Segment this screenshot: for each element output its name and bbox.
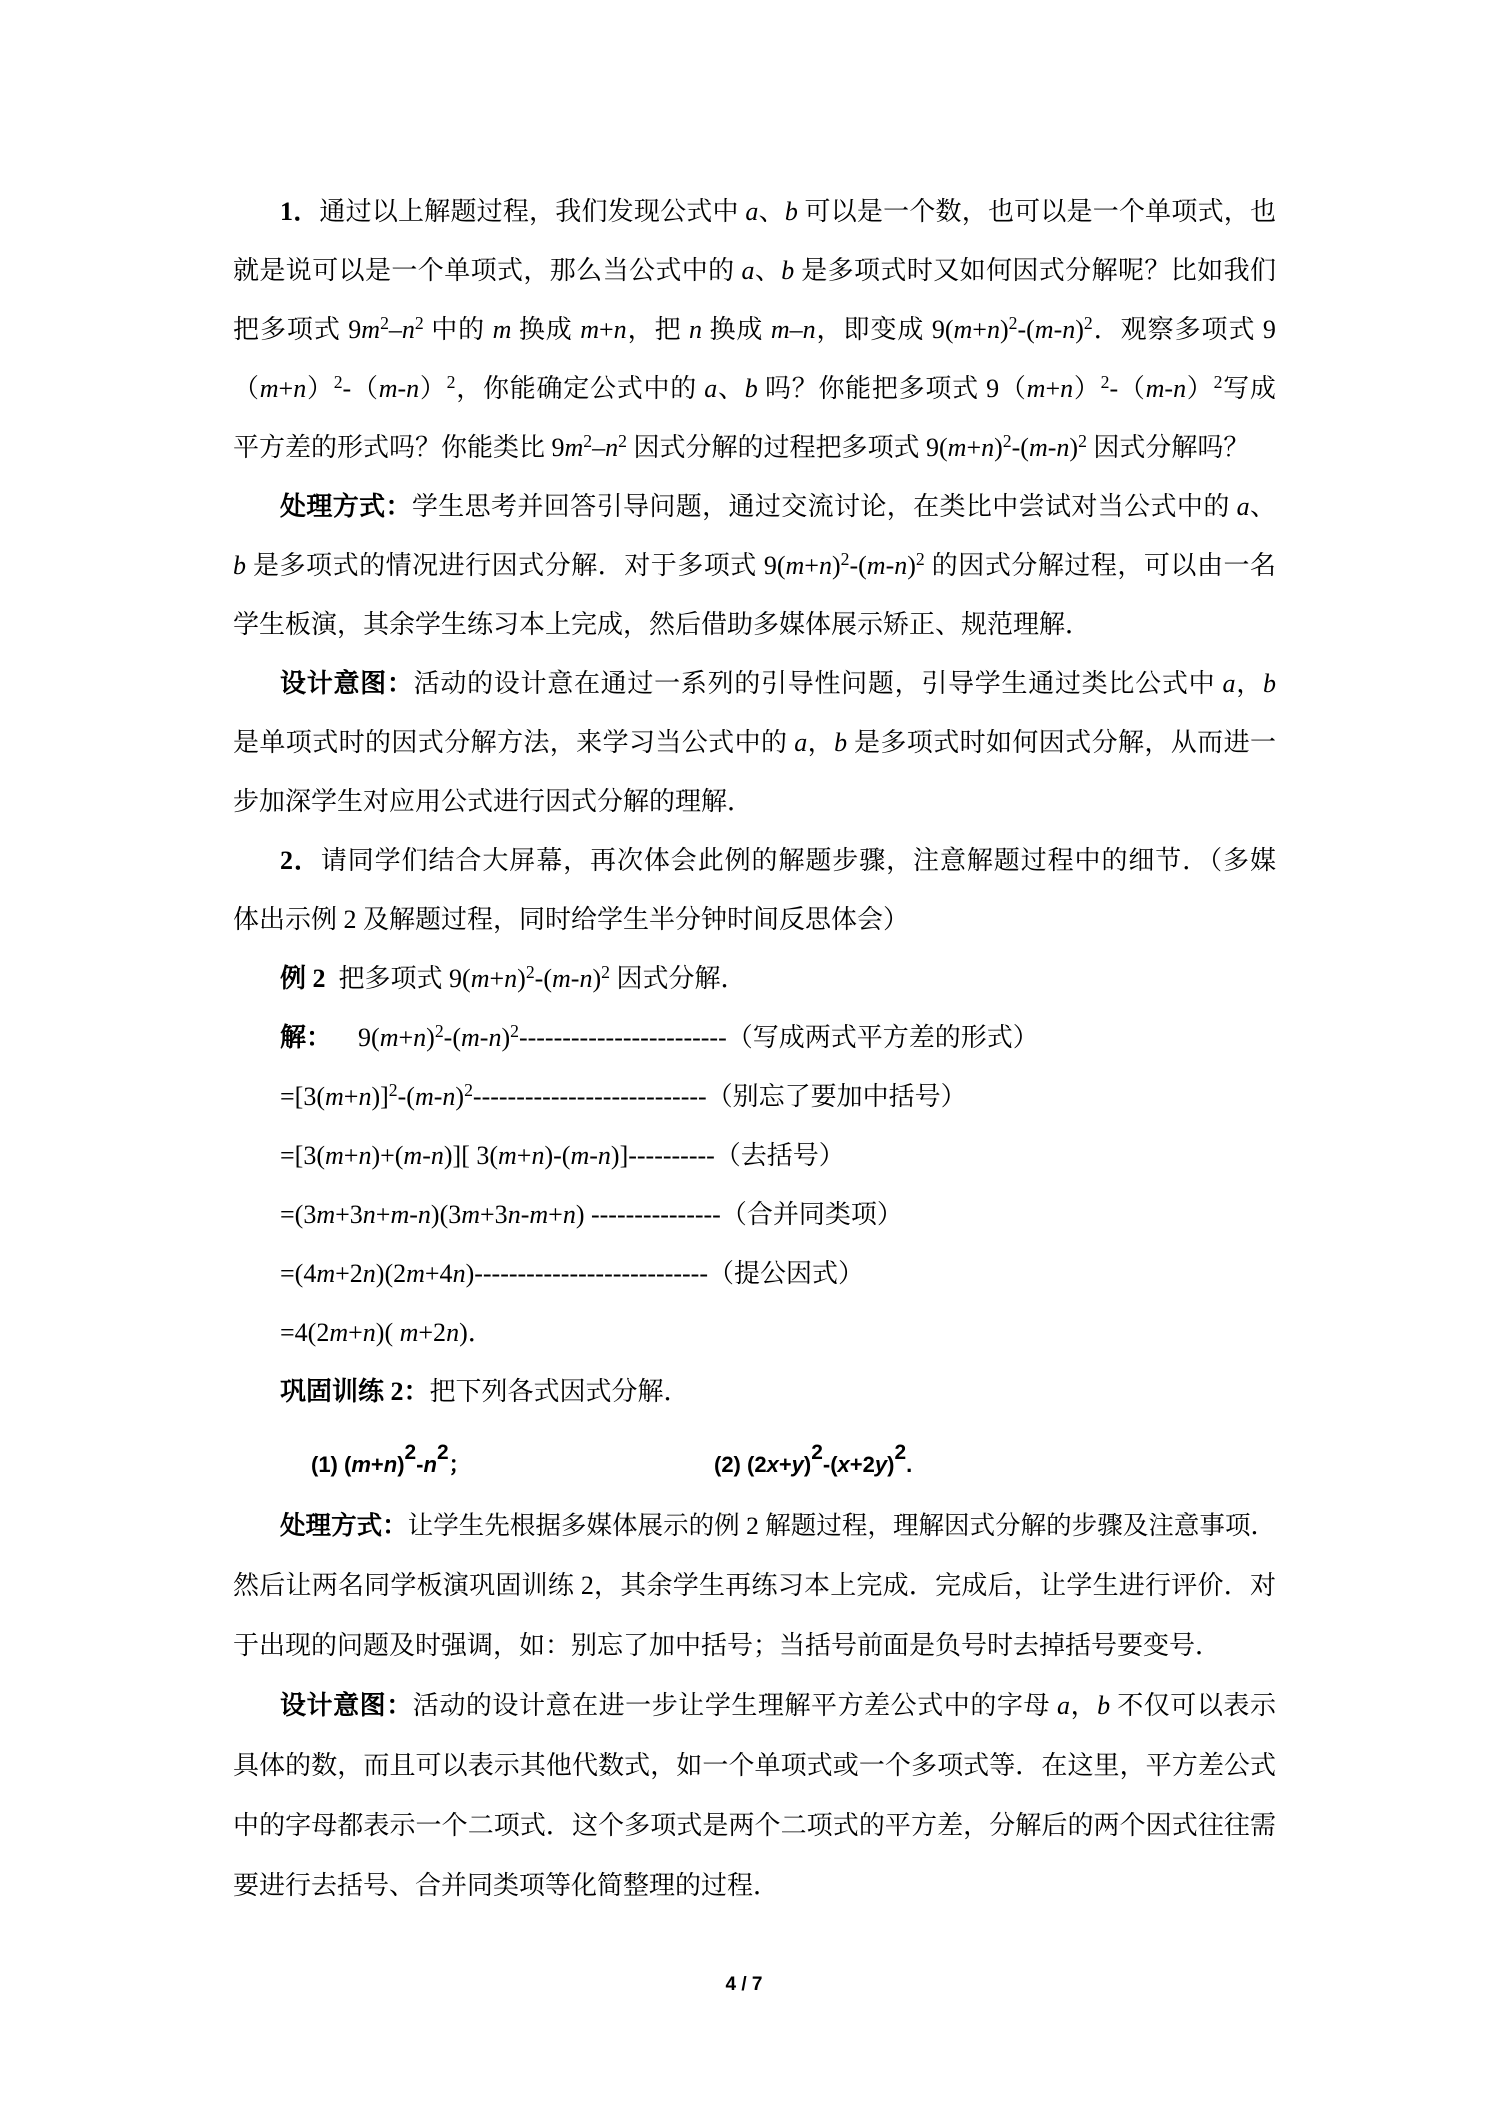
math-variable: n — [362, 1200, 376, 1229]
example-2-solution — [233, 1008, 1276, 1362]
math-variable: m — [324, 1082, 344, 1111]
text-run: . — [906, 1452, 913, 1477]
math-variable: n — [488, 1023, 502, 1052]
processing-method-1-paragraph — [233, 477, 1276, 654]
math-variable: b — [1097, 1691, 1111, 1720]
text-run: + — [278, 374, 294, 403]
superscript: 2 — [894, 1441, 907, 1465]
text-run: - — [1053, 315, 1063, 344]
math-variable: m — [460, 1023, 480, 1052]
solution-step — [233, 1185, 1276, 1244]
text-run: +2 — [418, 1318, 447, 1347]
math-variable: m — [570, 1141, 590, 1170]
text-run: 中的 — [423, 315, 493, 344]
text-run: 9( — [332, 1023, 380, 1052]
text-run: )+( — [371, 1141, 404, 1170]
math-variable: x — [837, 1452, 850, 1477]
math-variable: n — [423, 1452, 437, 1477]
text-run: 可以是一个数，也可以是一个单项式，也 — [797, 197, 1276, 226]
text-run: - — [397, 374, 407, 403]
question-2-line — [233, 831, 1276, 890]
text-run: 因式分解的过程把多项式 9( — [626, 433, 948, 462]
math-variable: n — [417, 1200, 431, 1229]
text-run: 因式分解． — [609, 964, 747, 993]
design-intent-2-line — [233, 1676, 1276, 1736]
superscript: 2 — [811, 1441, 823, 1465]
solution-step — [233, 1067, 1276, 1126]
text-run: + — [804, 551, 819, 580]
bold-label: 例 2 — [280, 964, 326, 993]
text-run: 然后让两名同学板演巩固训练 2，其余学生再练习本上完成．完成后，让学生进行评价．对 — [233, 1571, 1276, 1600]
math-variable: n — [1062, 315, 1076, 344]
solution-step — [233, 1303, 1276, 1362]
question-1-line — [233, 241, 1276, 300]
text-run: + — [375, 1200, 391, 1229]
superscript: 2 — [1002, 431, 1012, 452]
text-run: +3 — [480, 1200, 508, 1229]
text-run: + — [1045, 374, 1061, 403]
bold-label: 处理方式： — [280, 1511, 408, 1540]
text-run: ） — [419, 374, 447, 403]
math-variable: m — [866, 551, 886, 580]
text-run: 具体的数，而且可以表示其他代数式，如一个单项式或一个多项式等．在这里，平方差公式 — [233, 1751, 1276, 1780]
math-variable: m — [1026, 374, 1046, 403]
text-run: （ — [233, 374, 260, 403]
text-run: )-( — [544, 1141, 571, 1170]
text-run: 学生板演，其余学生练习本上完成，然后借助多媒体展示矫正、规范理解． — [233, 610, 1092, 639]
text-run: + — [370, 1452, 384, 1477]
math-variable: n — [293, 374, 307, 403]
math-variable: n — [383, 1452, 398, 1477]
text-run: - — [1047, 433, 1057, 462]
math-variable: a — [1236, 492, 1250, 521]
design-intent-1-line — [233, 772, 1276, 831]
superscript: 2 — [1213, 372, 1223, 393]
math-variable: m — [329, 1318, 349, 1347]
text-run: -( — [1011, 433, 1029, 462]
math-variable: m — [378, 374, 398, 403]
text-run: 要进行去括号、合并同类项等化简整理的过程． — [233, 1871, 780, 1900]
math-variable: m — [953, 315, 973, 344]
superscript: 2 — [1008, 313, 1018, 334]
text-run: – — [592, 433, 606, 462]
superscript: 2 — [414, 313, 424, 334]
text-run: + — [348, 1318, 363, 1347]
math-variable: n — [802, 315, 816, 344]
text-run: ， — [1070, 1691, 1098, 1720]
superscript: 2 — [601, 962, 610, 983]
math-variable: n — [981, 433, 995, 462]
text-run: )(3 — [430, 1200, 462, 1229]
text-run: - — [885, 551, 895, 580]
text-run: 、 — [754, 256, 782, 285]
superscript: 2 — [1078, 431, 1087, 452]
superscript: 2 — [436, 1441, 449, 1465]
text-run: )]----------（去括号） — [610, 1141, 845, 1170]
text-run: - — [422, 1141, 431, 1170]
text-run: (2) (2 — [714, 1452, 767, 1477]
text-run: -( — [534, 964, 552, 993]
text-run: ) — [426, 1023, 435, 1052]
math-variable: n — [452, 1259, 466, 1288]
math-variable: n — [362, 1318, 376, 1347]
text-run: 的因式分解过程，可以由一名 — [924, 551, 1276, 580]
text-run: 让学生先根据多媒体展示的例 2 解题过程，理解因式分解的步骤及注意事项． — [407, 1511, 1276, 1540]
math-variable: n — [562, 1200, 576, 1229]
text-run: =(3 — [280, 1200, 317, 1229]
text-run: 、 — [758, 197, 785, 226]
text-run: -（ — [1109, 374, 1146, 403]
text-run: 是多项式时如何因式分解，从而进一 — [847, 728, 1276, 757]
text-run: +2 — [335, 1259, 363, 1288]
text-run: )(2 — [375, 1259, 407, 1288]
design-intent-1-paragraph — [233, 654, 1276, 831]
math-variable: b — [233, 551, 246, 580]
text-run: =(4 — [280, 1259, 317, 1288]
text-run: - — [589, 1141, 598, 1170]
math-variable: m — [316, 1200, 336, 1229]
processing-method-1-line — [233, 477, 1276, 536]
math-variable: b — [784, 197, 798, 226]
bold-label: 1． — [280, 197, 320, 226]
text-run: + — [778, 1452, 792, 1477]
math-variable: b — [834, 728, 848, 757]
processing-method-2-line — [233, 1496, 1276, 1556]
math-variable: m — [379, 1023, 399, 1052]
text-run: - — [479, 1023, 489, 1052]
math-variable: b — [1262, 669, 1276, 698]
text-run: + — [966, 433, 982, 462]
math-variable: b — [781, 256, 795, 285]
math-variable: n — [430, 1141, 444, 1170]
text-run: - — [409, 1200, 418, 1229]
text-run: ------------------------（写成两式平方差的形式） — [518, 1023, 1039, 1052]
exercise-2-problem-2 — [714, 1440, 912, 1490]
text-run: 平方差的形式吗？你能类比 9 — [233, 433, 565, 462]
math-variable: m — [470, 964, 490, 993]
math-variable: a — [1057, 1691, 1071, 1720]
text-run: ，把 — [626, 315, 689, 344]
superscript: 2 — [510, 1021, 519, 1042]
text-run: 吗？你能把多项式 9（ — [757, 374, 1027, 403]
text-run: ) — [907, 551, 916, 580]
text-run: -( — [1017, 315, 1035, 344]
text-run: - — [570, 964, 580, 993]
superscript: 2 — [618, 431, 627, 452]
text-run: + — [598, 315, 614, 344]
math-variable: n — [504, 964, 518, 993]
design-intent-1-line — [233, 713, 1276, 772]
math-variable: n — [579, 964, 593, 993]
page-number: 4 / 7 — [725, 1974, 763, 1995]
text-run: -（ — [342, 374, 379, 403]
text-run: 通过以上解题过程，我们发现公式中 — [319, 197, 746, 226]
text-run: +3 — [335, 1200, 363, 1229]
text-run: 因式分解吗？ — [1086, 433, 1250, 462]
text-run: )] — [371, 1082, 389, 1111]
superscript: 2 — [388, 1080, 398, 1101]
math-variable: n — [1056, 433, 1070, 462]
text-run: ) — [803, 1452, 812, 1477]
math-variable: a — [745, 197, 759, 226]
text-run: ) — [455, 1082, 465, 1111]
math-variable: n — [818, 551, 832, 580]
text-run: )． — [459, 1318, 494, 1347]
text-run: + — [489, 964, 505, 993]
math-variable: n — [986, 315, 1000, 344]
text-run: 换成 — [511, 315, 581, 344]
math-variable: n — [531, 1141, 545, 1170]
text-run: + — [548, 1200, 563, 1229]
superscript: 2 — [446, 372, 456, 393]
text-run: )][ 3( — [443, 1141, 499, 1170]
math-variable: m — [551, 964, 571, 993]
text-run: ） — [1186, 374, 1214, 403]
text-run: 是单项式时的因式分解方法，来学习当公式中的 — [233, 728, 795, 757]
lesson-content-lower — [233, 1496, 1276, 1916]
solution-step — [233, 1126, 1276, 1185]
math-variable: m — [414, 1082, 434, 1111]
text-run: - — [433, 1082, 443, 1111]
text-run: 写成 — [1222, 374, 1276, 403]
math-variable: m — [403, 1141, 423, 1170]
superscript: 2 — [840, 549, 850, 570]
text-run: - — [416, 1452, 424, 1477]
superscript: 2 — [1100, 372, 1110, 393]
example-2-title — [233, 949, 1276, 1008]
math-variable: m — [390, 1200, 410, 1229]
text-run: ） — [306, 374, 334, 403]
text-run: ) ---------------（合并同类项） — [575, 1200, 903, 1229]
text-run: -( — [397, 1082, 415, 1111]
bold-label: 解： — [280, 1023, 333, 1052]
example-2 — [233, 949, 1276, 1362]
text-run: ，即变成 9( — [815, 315, 954, 344]
text-run: 体出示例 2 及解题过程，同时给学生半分钟时间反思体会） — [233, 905, 910, 934]
lesson-content-upper — [233, 182, 1276, 1421]
math-variable: m — [324, 1141, 344, 1170]
math-variable: m — [564, 433, 584, 462]
text-run: 、 — [1249, 492, 1276, 521]
math-variable: n — [597, 1141, 611, 1170]
bold-label: 设计意图： — [280, 669, 414, 698]
math-variable: y — [791, 1452, 804, 1477]
exercise-2-heading — [233, 1362, 1276, 1421]
math-variable: m — [351, 1452, 371, 1477]
text-run: 中的字母都表示一个二项式．这个多项式是两个二项式的平方差，分解后的两个因式往往需 — [233, 1811, 1276, 1840]
superscript: 2 — [525, 962, 535, 983]
math-variable: m — [406, 1259, 425, 1288]
text-run: 换成 — [701, 315, 771, 344]
text-run: ，你能确定公式中的 — [455, 374, 705, 403]
text-run: ) — [999, 315, 1009, 344]
math-variable: x — [766, 1452, 779, 1477]
design-intent-2-paragraph — [233, 1676, 1276, 1916]
solution-step — [233, 1244, 1276, 1303]
math-variable: n — [401, 315, 415, 344]
math-variable: m — [498, 1141, 517, 1170]
design-intent-2-line — [233, 1856, 1276, 1916]
text-run: ） — [1073, 374, 1101, 403]
processing-method-1-line — [233, 536, 1276, 595]
text-run: + — [343, 1141, 359, 1170]
superscript: 2 — [1083, 313, 1093, 334]
bold-label: 处理方式： — [280, 492, 412, 521]
text-run: ) — [517, 964, 526, 993]
text-run: ) — [592, 964, 602, 993]
processing-method-2-line — [233, 1616, 1276, 1676]
text-run: – — [789, 315, 803, 344]
text-run: ．观察多项式 9 — [1092, 315, 1276, 344]
superscript: 2 — [380, 313, 389, 334]
text-run: ， — [807, 728, 835, 757]
bold-label: 巩固训练 2： — [280, 1377, 430, 1406]
text-run: +2 — [849, 1452, 875, 1477]
text-run: 步加深学生对应用公式进行因式分解的理解． — [233, 787, 754, 816]
text-run: 活动的设计意在通过一系列的引导性问题，引导学生通过类比公式中 — [413, 669, 1223, 698]
superscript: 2 — [333, 372, 343, 393]
math-variable: m — [529, 1200, 549, 1229]
text-run: -( — [822, 1452, 838, 1477]
math-variable: m — [1034, 315, 1054, 344]
math-variable: n — [406, 374, 420, 403]
math-variable: b — [744, 374, 758, 403]
text-run: )---------------------------（提公因式） — [465, 1259, 864, 1288]
text-run: 把下列各式因式分解． — [429, 1377, 690, 1406]
question-1-paragraph — [233, 182, 1276, 477]
superscript: 2 — [464, 1080, 473, 1101]
math-variable: n — [358, 1082, 372, 1111]
question-1-line — [233, 418, 1276, 477]
math-variable: m — [1028, 433, 1048, 462]
text-run: + — [516, 1141, 532, 1170]
math-variable: m — [399, 1318, 419, 1347]
text-run: ) — [994, 433, 1003, 462]
text-run: 是多项式时又如何因式分解呢？比如我们 — [794, 256, 1276, 285]
text-run: +4 — [424, 1259, 453, 1288]
exercise-2-problems — [0, 1440, 1488, 1490]
math-variable: a — [704, 374, 718, 403]
text-run: =4(2 — [280, 1318, 330, 1347]
math-variable: n — [507, 1200, 521, 1229]
math-variable: m — [492, 315, 512, 344]
question-1-line — [233, 359, 1276, 418]
design-intent-2-line — [233, 1736, 1276, 1796]
math-variable: m — [461, 1200, 481, 1229]
text-run: ； — [448, 1452, 471, 1477]
text-run: ) — [501, 1023, 511, 1052]
text-run: 、 — [717, 374, 745, 403]
math-variable: n — [894, 551, 908, 580]
text-run: )( — [375, 1318, 400, 1347]
math-variable: m — [316, 1259, 336, 1288]
text-run: -( — [443, 1023, 461, 1052]
math-variable: n — [1173, 374, 1187, 403]
math-variable: y — [874, 1452, 888, 1477]
math-variable: n — [446, 1318, 460, 1347]
math-variable: m — [1145, 374, 1165, 403]
design-intent-1-line — [233, 654, 1276, 713]
text-run: + — [398, 1023, 414, 1052]
question-2-paragraph — [233, 831, 1276, 949]
text-run: 是多项式的情况进行因式分解．对于多项式 9( — [246, 551, 786, 580]
text-run: 就是说可以是一个单项式，那么当公式中的 — [233, 256, 742, 285]
exercise-2-problem-1 — [311, 1440, 471, 1490]
math-variable: n — [613, 315, 627, 344]
text-run: 不仅可以表示 — [1110, 1691, 1276, 1720]
math-variable: m — [770, 315, 790, 344]
superscript: 2 — [404, 1441, 417, 1465]
text-run: 把多项式 9 — [233, 315, 362, 344]
bold-label: 2． — [280, 846, 321, 875]
processing-method-2-paragraph — [233, 1496, 1276, 1676]
question-1-line — [233, 300, 1276, 359]
processing-method-1-line — [233, 595, 1276, 654]
math-variable: n — [688, 315, 702, 344]
text-run: 把多项式 9( — [325, 964, 471, 993]
design-intent-2-line — [233, 1796, 1276, 1856]
question-2-line — [233, 890, 1276, 949]
math-variable: m — [947, 433, 967, 462]
solution-step — [233, 1008, 1276, 1067]
math-variable: n — [358, 1141, 372, 1170]
math-variable: a — [1222, 669, 1236, 698]
superscript: 2 — [434, 1021, 444, 1042]
math-variable: m — [259, 374, 279, 403]
text-run: ， — [1235, 669, 1263, 698]
text-run: ) — [397, 1452, 405, 1477]
text-run: ) — [831, 551, 841, 580]
superscript: 2 — [583, 431, 593, 452]
processing-method-2-line — [233, 1556, 1276, 1616]
math-variable: m — [580, 315, 599, 344]
math-variable: a — [741, 256, 755, 285]
text-run: + — [343, 1082, 359, 1111]
text-run: ---------------------------（别忘了要加中括号） — [472, 1082, 967, 1111]
text-run: 学生思考并回答引导问题，通过交流讨论，在类比中尝试对当公式中的 — [411, 492, 1237, 521]
text-run: ) — [1075, 315, 1084, 344]
text-run: – — [388, 315, 402, 344]
text-run: - — [520, 1200, 530, 1229]
text-run: -( — [849, 551, 867, 580]
math-variable: n — [362, 1259, 376, 1288]
text-run: =[3( — [280, 1141, 325, 1170]
text-run: =[3( — [280, 1082, 325, 1111]
math-variable: n — [605, 433, 619, 462]
text-run: 于出现的问题及时强调，如：别忘了加中括号；当括号前面是负号时去掉括号要变号． — [233, 1631, 1222, 1660]
text-run: + — [972, 315, 987, 344]
math-variable: n — [442, 1082, 456, 1111]
text-run: 活动的设计意在进一步让学生理解平方差公式中的字母 — [412, 1691, 1058, 1720]
text-run: - — [1164, 374, 1174, 403]
math-variable: a — [794, 728, 808, 757]
math-variable: n — [413, 1023, 427, 1052]
math-variable: n — [1060, 374, 1074, 403]
text-run: 请同学们结合大屏幕，再次体会此例的解题步骤，注意解题过程中的细节．（多媒 — [320, 846, 1276, 875]
math-variable: m — [361, 315, 381, 344]
math-variable: m — [785, 551, 805, 580]
bold-label: 设计意图： — [280, 1691, 413, 1720]
text-run: ) — [887, 1452, 895, 1477]
text-run: (1) ( — [311, 1452, 352, 1477]
question-1-line — [233, 182, 1276, 241]
text-run: ) — [1069, 433, 1079, 462]
superscript: 2 — [915, 549, 925, 570]
